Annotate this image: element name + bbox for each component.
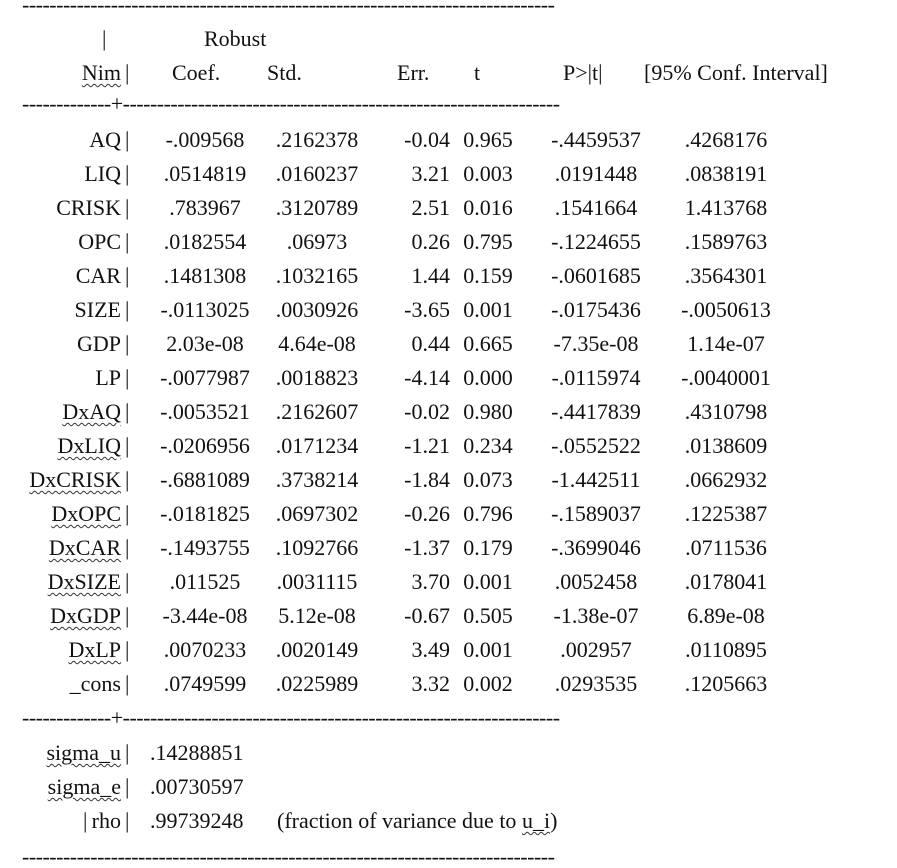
row-p: 0.073 <box>463 467 513 492</box>
row-separator: | <box>125 195 130 220</box>
row-se: .1032165 <box>275 263 359 288</box>
row-ci-low: .002957 <box>560 637 632 662</box>
table-row <box>0 637 897 663</box>
row-t: -1.37 <box>404 535 450 560</box>
table-row <box>0 569 897 595</box>
row-separator: | <box>125 161 130 186</box>
row-coef: .783967 <box>169 195 241 220</box>
row-ci-low: .1541664 <box>554 195 638 220</box>
row-ci-high: .4268176 <box>684 127 768 152</box>
row-t: 3.32 <box>411 671 450 696</box>
row-variable: _cons <box>69 671 121 696</box>
bottom-rule: ------------------------------------------------------------------------------ <box>22 846 555 868</box>
row-ci-low: -.1589037 <box>551 501 641 526</box>
row-t: 0.44 <box>411 331 450 356</box>
row-ci-low: .0191448 <box>554 161 638 186</box>
row-p: 0.796 <box>463 501 513 526</box>
row-separator: | <box>125 331 130 356</box>
table-row <box>0 365 897 391</box>
table-row <box>0 229 897 255</box>
row-p: 0.234 <box>463 433 513 458</box>
row-se: .3120789 <box>275 195 359 220</box>
row-variable: SIZE <box>74 297 121 322</box>
row-t: -1.84 <box>404 467 450 492</box>
table-row <box>0 195 897 221</box>
table-row <box>0 671 897 697</box>
row-ci-high: .4310798 <box>684 399 768 424</box>
row-variable: AQ <box>89 127 121 152</box>
header-t: t <box>474 60 481 85</box>
row-p: 0.002 <box>463 671 513 696</box>
row-ci-low: -.0552522 <box>551 433 641 458</box>
row-separator: | <box>125 399 130 424</box>
row-ci-high: .0662932 <box>684 467 768 492</box>
row-t: -0.04 <box>404 127 450 152</box>
row-variable: DxOPC <box>51 501 121 526</box>
header-robust: Robust <box>204 26 267 51</box>
row-ci-high: .1589763 <box>684 229 768 254</box>
row-se: .0160237 <box>275 161 359 186</box>
row-coef: -.0206956 <box>160 433 250 458</box>
row-ci-low: -7.35e-08 <box>553 331 639 356</box>
row-separator: | <box>125 467 130 492</box>
row-p: 0.016 <box>463 195 513 220</box>
row-coef: .0749599 <box>163 671 247 696</box>
row-coef: -.6881089 <box>160 467 250 492</box>
row-se: .06973 <box>286 229 348 254</box>
row-ci-high: .1225387 <box>684 501 768 526</box>
row-variable: DxAQ <box>62 399 121 424</box>
row-t: -0.26 <box>404 501 450 526</box>
row-variable: DxLIQ <box>57 433 121 458</box>
row-coef: -.0053521 <box>160 399 250 424</box>
stat-value: .14288851 <box>150 740 244 765</box>
row-t: -4.14 <box>404 365 450 390</box>
row-coef: 2.03e-08 <box>166 331 244 356</box>
table-row <box>0 603 897 629</box>
row-se: .0171234 <box>275 433 359 458</box>
header-separator-2: | <box>125 60 130 85</box>
row-ci-low: -1.38e-07 <box>553 603 639 628</box>
row-p: 0.001 <box>463 637 513 662</box>
row-ci-low: -.0115974 <box>551 365 641 390</box>
row-variable: DxCRISK <box>29 467 121 492</box>
row-se: .0697302 <box>275 501 359 526</box>
row-se: 5.12e-08 <box>278 603 356 628</box>
stat-value: .00730597 <box>150 774 244 799</box>
row-coef: .0182554 <box>163 229 247 254</box>
row-variable: CAR <box>75 263 121 288</box>
row-p: 0.665 <box>463 331 513 356</box>
table-row <box>0 501 897 527</box>
row-t: 3.21 <box>411 161 450 186</box>
row-p: 0.980 <box>463 399 513 424</box>
row-variable: DxCAR <box>48 535 121 560</box>
row-coef: .0070233 <box>163 637 247 662</box>
table-row <box>0 161 897 187</box>
row-ci-high: 1.413768 <box>684 195 768 220</box>
row-ci-low: .0293535 <box>554 671 638 696</box>
row-ci-high: .0178041 <box>684 569 768 594</box>
table-row <box>0 535 897 561</box>
row-ci-high: -.0050613 <box>681 297 771 322</box>
header-coef: Coef. <box>172 60 221 85</box>
row-separator: | <box>125 637 130 662</box>
row-coef: -.0113025 <box>160 297 250 322</box>
row-coef: -.0181825 <box>160 501 250 526</box>
header-line-2 <box>0 60 897 86</box>
rho-note <box>277 808 557 834</box>
stat-name: rho <box>91 808 121 833</box>
row-se: 4.64e-08 <box>278 331 356 356</box>
stat-separator: | <box>125 808 130 833</box>
table-row <box>0 331 897 357</box>
row-t: 2.51 <box>411 195 450 220</box>
row-variable: OPC <box>78 229 121 254</box>
header-rule: -------------+---------------------------------------------------------------- <box>22 93 560 115</box>
row-se: .1092766 <box>275 535 359 560</box>
stat-separator: | <box>125 774 130 799</box>
stat-name: sigma_e <box>47 774 121 799</box>
row-t: 0.26 <box>411 229 450 254</box>
row-p: 0.000 <box>463 365 513 390</box>
header-ci: [95% Conf. Interval] <box>644 60 828 85</box>
row-ci-high: .0110895 <box>685 637 767 662</box>
stat-row <box>0 808 897 834</box>
row-variable: CRISK <box>56 195 121 220</box>
table-row <box>0 433 897 459</box>
row-ci-low: -.3699046 <box>551 535 641 560</box>
rho-note-prefix: (fraction of variance due to <box>277 808 522 833</box>
row-separator: | <box>125 263 130 288</box>
row-p: 0.179 <box>463 535 513 560</box>
row-se: .0030926 <box>275 297 359 322</box>
row-ci-high: .0711536 <box>685 535 767 560</box>
row-ci-high: .3564301 <box>684 263 768 288</box>
row-ci-high: 1.14e-07 <box>687 331 765 356</box>
row-se: .0225989 <box>275 671 359 696</box>
row-separator: | <box>125 671 130 696</box>
footer-rule: -------------+---------------------------------------------------------------- <box>22 707 560 729</box>
row-separator: | <box>125 127 130 152</box>
table-row <box>0 467 897 493</box>
row-variable: LIQ <box>84 161 121 186</box>
row-t: 3.49 <box>411 637 450 662</box>
row-ci-low: -1.442511 <box>551 467 641 492</box>
row-ci-high: -.0040001 <box>681 365 771 390</box>
row-ci-low: -.1224655 <box>551 229 641 254</box>
row-separator: | <box>125 365 130 390</box>
row-ci-low: .0052458 <box>554 569 638 594</box>
rho-note-suffix: ) <box>550 808 558 833</box>
row-coef: -.1493755 <box>160 535 250 560</box>
row-ci-low: -.0175436 <box>551 297 641 322</box>
header-err: Err. <box>397 60 430 85</box>
header-var: Nim <box>81 60 121 85</box>
table-row <box>0 297 897 323</box>
row-coef: -.0077987 <box>160 365 250 390</box>
row-separator: | <box>125 501 130 526</box>
row-coef: .011525 <box>169 569 241 594</box>
rho-left-bar: | <box>83 808 88 833</box>
row-separator: | <box>125 297 130 322</box>
row-se: .0018823 <box>275 365 359 390</box>
top-rule: ------------------------------------------------------------------------------ <box>22 0 555 16</box>
row-t: -0.02 <box>404 399 450 424</box>
row-se: .0020149 <box>275 637 359 662</box>
row-separator: | <box>125 569 130 594</box>
row-se: .2162607 <box>275 399 359 424</box>
stat-name: sigma_u <box>46 740 121 765</box>
row-separator: | <box>125 535 130 560</box>
row-t: -3.65 <box>404 297 450 322</box>
row-p: 0.159 <box>463 263 513 288</box>
row-ci-high: 6.89e-08 <box>687 603 765 628</box>
row-ci-high: .0138609 <box>684 433 768 458</box>
stat-separator: | <box>125 740 130 765</box>
row-variable: LP <box>95 365 121 390</box>
row-t: 3.70 <box>411 569 450 594</box>
row-p: 0.001 <box>463 569 513 594</box>
row-variable: DxSIZE <box>47 569 121 594</box>
stat-row <box>0 740 897 766</box>
row-se: .3738214 <box>275 467 359 492</box>
row-ci-low: -.4417839 <box>551 399 641 424</box>
row-t: -1.21 <box>404 433 450 458</box>
row-p: 0.001 <box>463 297 513 322</box>
row-p: 0.965 <box>463 127 513 152</box>
row-variable: DxGDP <box>50 603 121 628</box>
row-variable: GDP <box>76 331 121 356</box>
row-ci-low: -.0601685 <box>551 263 641 288</box>
header-separator-1: | <box>102 26 107 51</box>
table-row <box>0 127 897 153</box>
row-ci-low: -.4459537 <box>551 127 641 152</box>
stat-value: .99739248 <box>150 808 244 833</box>
row-separator: | <box>125 603 130 628</box>
row-coef: -3.44e-08 <box>162 603 248 628</box>
row-coef: .1481308 <box>163 263 247 288</box>
row-se: .0031115 <box>276 569 358 594</box>
stat-row <box>0 774 897 800</box>
header-p: P>|t| <box>563 60 603 85</box>
row-coef: -.009568 <box>165 127 245 152</box>
table-row <box>0 263 897 289</box>
row-se: .2162378 <box>275 127 359 152</box>
row-ci-high: .1205663 <box>684 671 768 696</box>
row-coef: .0514819 <box>163 161 247 186</box>
header-std: Std. <box>267 60 302 85</box>
row-p: 0.795 <box>463 229 513 254</box>
row-separator: | <box>125 433 130 458</box>
table-row <box>0 399 897 425</box>
row-p: 0.003 <box>463 161 513 186</box>
row-variable: DxLP <box>68 637 121 662</box>
row-t: 1.44 <box>411 263 450 288</box>
row-ci-high: .0838191 <box>684 161 768 186</box>
rho-note-ui: u_i <box>521 808 551 833</box>
row-p: 0.505 <box>463 603 513 628</box>
row-separator: | <box>125 229 130 254</box>
row-t: -0.67 <box>404 603 450 628</box>
